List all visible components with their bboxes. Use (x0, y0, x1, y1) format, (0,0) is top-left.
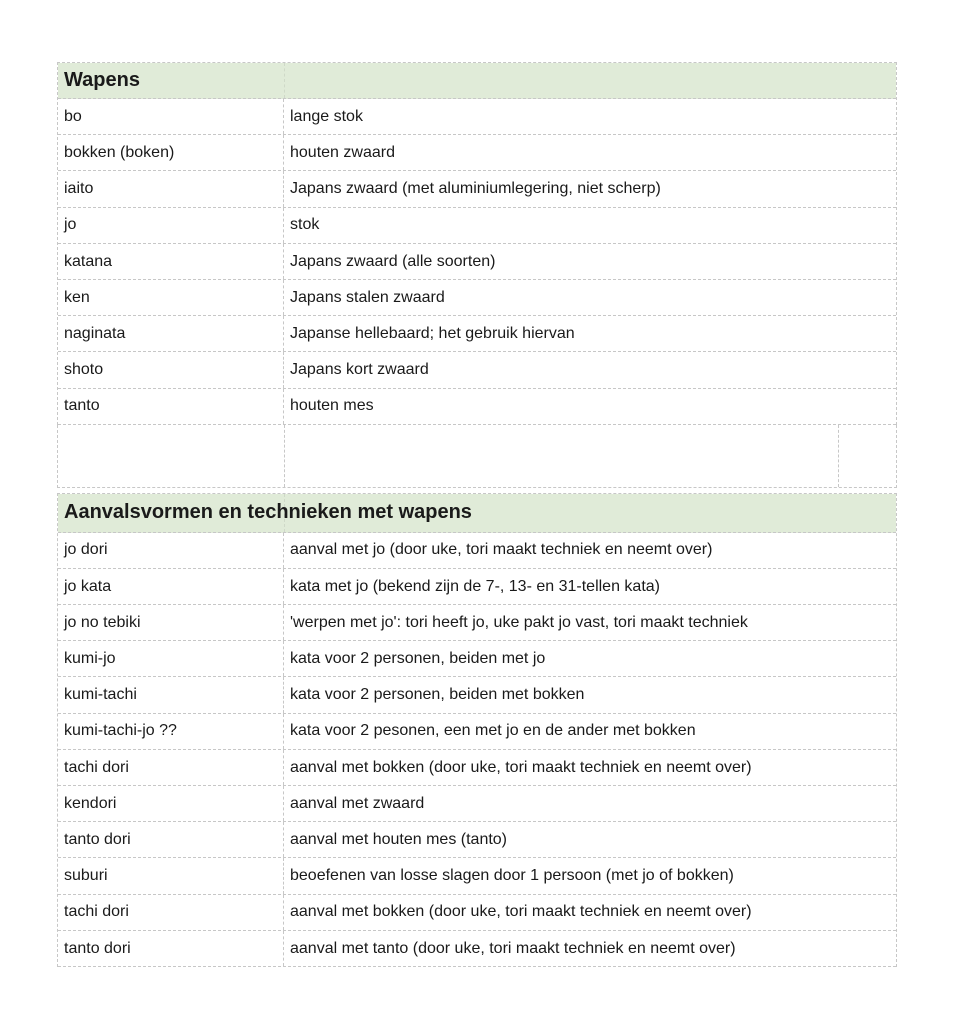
term-cell: jo dori (58, 533, 284, 568)
table-row (58, 786, 896, 822)
table-row (58, 389, 896, 425)
table-row (58, 931, 896, 967)
table-row (58, 352, 896, 388)
definition-cell: lange stok (290, 107, 363, 125)
table-row (58, 135, 896, 171)
document-body (57, 62, 897, 967)
definition-cell: aanval met houten mes (tanto) (290, 830, 508, 848)
term-cell: katana (58, 244, 284, 279)
table-row (58, 533, 896, 569)
definition-cell: kata met jo (bekend zijn de 7-, 13- en 31-tellen kata) (290, 577, 660, 595)
term-cell: kendori (58, 786, 284, 821)
definition-cell: Japans stalen zwaard (290, 288, 445, 306)
term-cell: tanto dori (58, 822, 284, 857)
term-cell: kumi-jo (58, 641, 284, 676)
table-row (58, 208, 896, 244)
section-header-wapens (58, 63, 896, 99)
term-cell: bo (58, 99, 284, 134)
definition-cell: beoefenen van losse slagen door 1 persoon (met jo of bokken) (290, 867, 734, 885)
definition-cell: kata voor 2 personen, beiden met bokken (290, 686, 585, 704)
term-cell: bokken (boken) (58, 135, 284, 170)
column-divider (284, 425, 285, 487)
definition-cell: aanval met jo (door uke, tori maakt techniek en neemt over) (290, 541, 713, 559)
term-cell: kumi-tachi (58, 677, 284, 712)
term-cell: iaito (58, 171, 284, 206)
table-row (58, 244, 896, 280)
definition-cell: houten mes (290, 397, 374, 415)
table-row (58, 280, 896, 316)
term-cell: kumi-tachi-jo ?? (58, 714, 284, 749)
definition-cell: aanval met bokken (door uke, tori maakt techniek en neemt over) (290, 758, 752, 776)
table-row (58, 714, 896, 750)
definition-cell: Japanse hellebaard; het gebruik hiervan (290, 324, 575, 342)
column-divider (838, 425, 839, 487)
table-row (58, 99, 896, 135)
term-cell: jo kata (58, 569, 284, 604)
table-wapens (57, 62, 897, 425)
definition-cell: houten zwaard (290, 143, 395, 161)
term-cell: naginata (58, 316, 284, 351)
definition-cell: aanval met bokken (door uke, tori maakt techniek en neemt over) (290, 903, 752, 921)
term-cell: jo (58, 208, 284, 243)
definition-cell: aanval met zwaard (290, 794, 425, 812)
term-cell: suburi (58, 858, 284, 893)
definition-cell: Japans zwaard (alle soorten) (290, 252, 496, 270)
section-header-aanvalsvormen (58, 494, 896, 533)
table-row (58, 569, 896, 605)
table-row (58, 858, 896, 894)
column-divider (284, 63, 285, 98)
definition-cell: kata voor 2 pesonen, een met jo en de ander met bokken (290, 722, 696, 740)
empty-row (57, 425, 897, 488)
section-title: Aanvalsvormen en technieken met wapens (64, 501, 472, 524)
table-row (58, 171, 896, 207)
term-cell: tachi dori (58, 750, 284, 785)
table-row (58, 641, 896, 677)
definition-cell: 'werpen met jo': tori heeft jo, uke pakt jo vast, tori maakt techniek (290, 613, 748, 631)
term-cell: tanto dori (58, 931, 284, 966)
definition-cell: stok (290, 216, 320, 234)
definition-cell: aanval met tanto (door uke, tori maakt techniek en neemt over) (290, 939, 736, 957)
table-row (58, 750, 896, 786)
definition-cell: Japans kort zwaard (290, 361, 429, 379)
table-row (58, 822, 896, 858)
term-cell: tachi dori (58, 895, 284, 930)
term-cell: ken (58, 280, 284, 315)
table-aanvalsvormen (57, 493, 897, 967)
term-cell: shoto (58, 352, 284, 387)
table-row (58, 605, 896, 641)
table-row (58, 895, 896, 931)
section-title: Wapens (64, 69, 140, 91)
term-cell: tanto (58, 389, 284, 424)
table-row (58, 677, 896, 713)
term-cell: jo no tebiki (58, 605, 284, 640)
definition-cell: Japans zwaard (met aluminiumlegering, niet scherp) (290, 180, 661, 198)
definition-cell: kata voor 2 personen, beiden met jo (290, 650, 546, 668)
table-row (58, 316, 896, 352)
